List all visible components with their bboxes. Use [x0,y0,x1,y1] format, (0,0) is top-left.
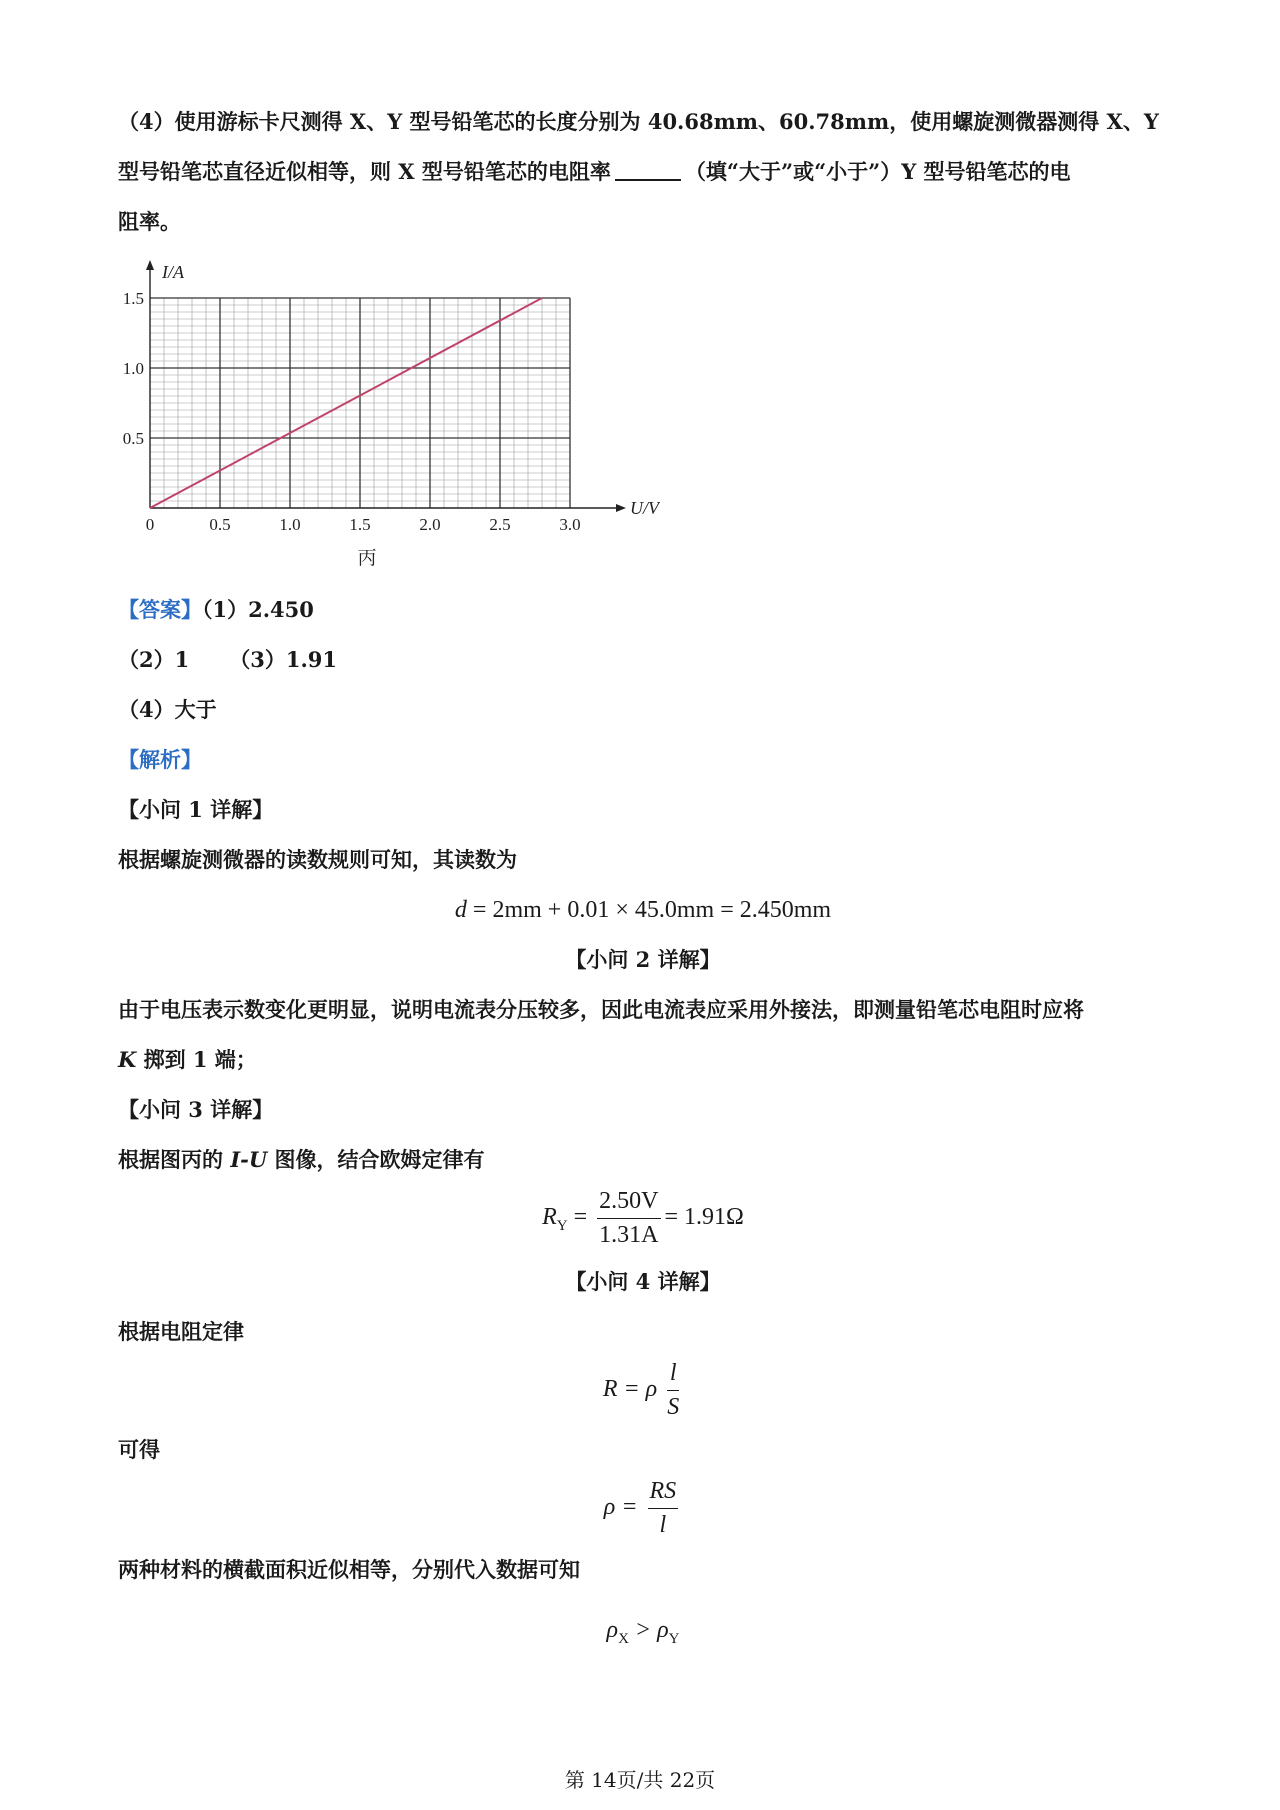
equation-r-lhs: R = ρ [602,1376,658,1403]
equation-ry-r: R [542,1204,557,1231]
equation-ry-denominator: 1.31A [599,1222,659,1248]
subquestion-2-text-2b: 掷到 1 端； [136,1047,257,1072]
answer-4: （4）大于 [118,697,217,722]
question-4-line-2b: （填“大于”或“小于”）Y 型号铅笔芯的电 [684,159,1071,184]
x-tick-label: 0.5 [209,515,231,534]
equation-resistance-law [118,1360,1168,1421]
x-tick-label: 1.0 [279,515,301,534]
answer-line-1 [118,594,1178,626]
question-4-line-3: 阻率。 [118,209,181,234]
equation-d-lhs: d [454,897,467,923]
equation-d-rhs: = 2mm + 0.01 × 45.0mm = 2.450mm [466,897,832,923]
equation-rho [118,1478,1168,1539]
question-4-line-1: （4）使用游标卡尺测得 X、Y 型号铅笔芯的长度分别为 40.68mm、60.78mm，使用螺旋测微器测得 X、Y [118,109,1159,134]
y-axis-arrow [146,260,154,270]
answer-2: （2）1 [118,647,190,672]
subquestion-1-text: 根据螺旋测微器的读数规则可知，其读数为 [118,847,517,872]
answer-tag: 【答案】 [118,597,202,622]
y-tick-label: 1.5 [122,289,144,308]
iu-label: I-U [230,1147,268,1172]
x-tick-label: 3.0 [559,515,581,534]
iu-chart [100,258,660,578]
subquestion-2-text: 由于电压表示数变化更明显，说明电流表分压较多，因此电流表应采用外接法，即测量铅笔芯电阻时应将 [118,997,1084,1022]
answer-line-2 [118,644,1178,676]
question-4-line-2a: 型号铅笔芯直径近似相等，则 X 型号铅笔芯的电阻率 [118,159,611,184]
equation-r-numerator: l [667,1360,679,1391]
page-footer: 第 14页/共 22页 [564,1768,716,1792]
x-tick-label: 2.5 [489,515,511,534]
equation-ry-eq: = [573,1204,588,1231]
chart-caption: 丙 [357,547,377,569]
x-tick-label: 1.5 [349,515,371,534]
rho-x-sub: X [618,1630,629,1647]
equation-ry [118,1188,1168,1249]
rho-x: ρ [606,1617,619,1643]
y-tick-label: 0.5 [122,429,144,448]
subquestion-3-text-b: 图像，结合欧姆定律有 [267,1147,485,1172]
subquestion-3-text-a: 根据图丙的 [118,1147,231,1172]
equation-rho-lhs: ρ = [603,1494,638,1521]
switch-k: K [118,1047,137,1072]
equation-rho-compare [118,1614,1168,1655]
subquestion-1-title: 【小问 1 详解】 [118,797,274,822]
y-tick-label: 1.0 [122,359,144,378]
subquestion-3-title: 【小问 3 详解】 [118,1097,274,1122]
equation-ry-numerator: 2.50V [597,1188,660,1219]
x-axis-arrow [616,504,626,512]
rho-y: > ρ [628,1617,669,1643]
equation-ry-sub: Y [556,1217,568,1234]
subquestion-4-title: 【小问 4 详解】 [565,1269,721,1294]
equation-ry-result: = 1.91Ω [664,1204,744,1231]
equation-ry-fraction [597,1188,660,1249]
answer-blank [615,159,681,181]
equation-r-denominator: S [667,1394,680,1420]
rho-y-sub: Y [668,1630,680,1647]
equation-rho-denominator: l [659,1512,667,1538]
x-tick-label: 0 [145,515,155,534]
equation-r-fraction [667,1360,679,1421]
equation-d [118,894,1168,926]
answer-1: （1）2.450 [202,597,314,622]
analysis-tag: 【解析】 [118,747,202,772]
equation-rho-fraction [648,1478,679,1539]
x-axis-label: U/V [630,498,659,518]
subquestion-3-text [118,1144,1178,1176]
subquestion-4-text-2: 可得 [118,1437,160,1462]
subquestion-2-title: 【小问 2 详解】 [565,947,721,972]
subquestion-4-text-3: 两种材料的横截面积近似相等，分别代入数据可知 [118,1557,580,1582]
x-tick-label: 2.0 [419,515,441,534]
answer-3: （3）1.91 [229,647,337,672]
equation-rho-numerator: RS [648,1478,679,1509]
subquestion-2-text-2 [118,1044,1178,1076]
y-axis-label: I/A [162,262,184,282]
subquestion-4-text-1: 根据电阻定律 [118,1319,244,1344]
question-4-line-2 [118,156,1178,188]
